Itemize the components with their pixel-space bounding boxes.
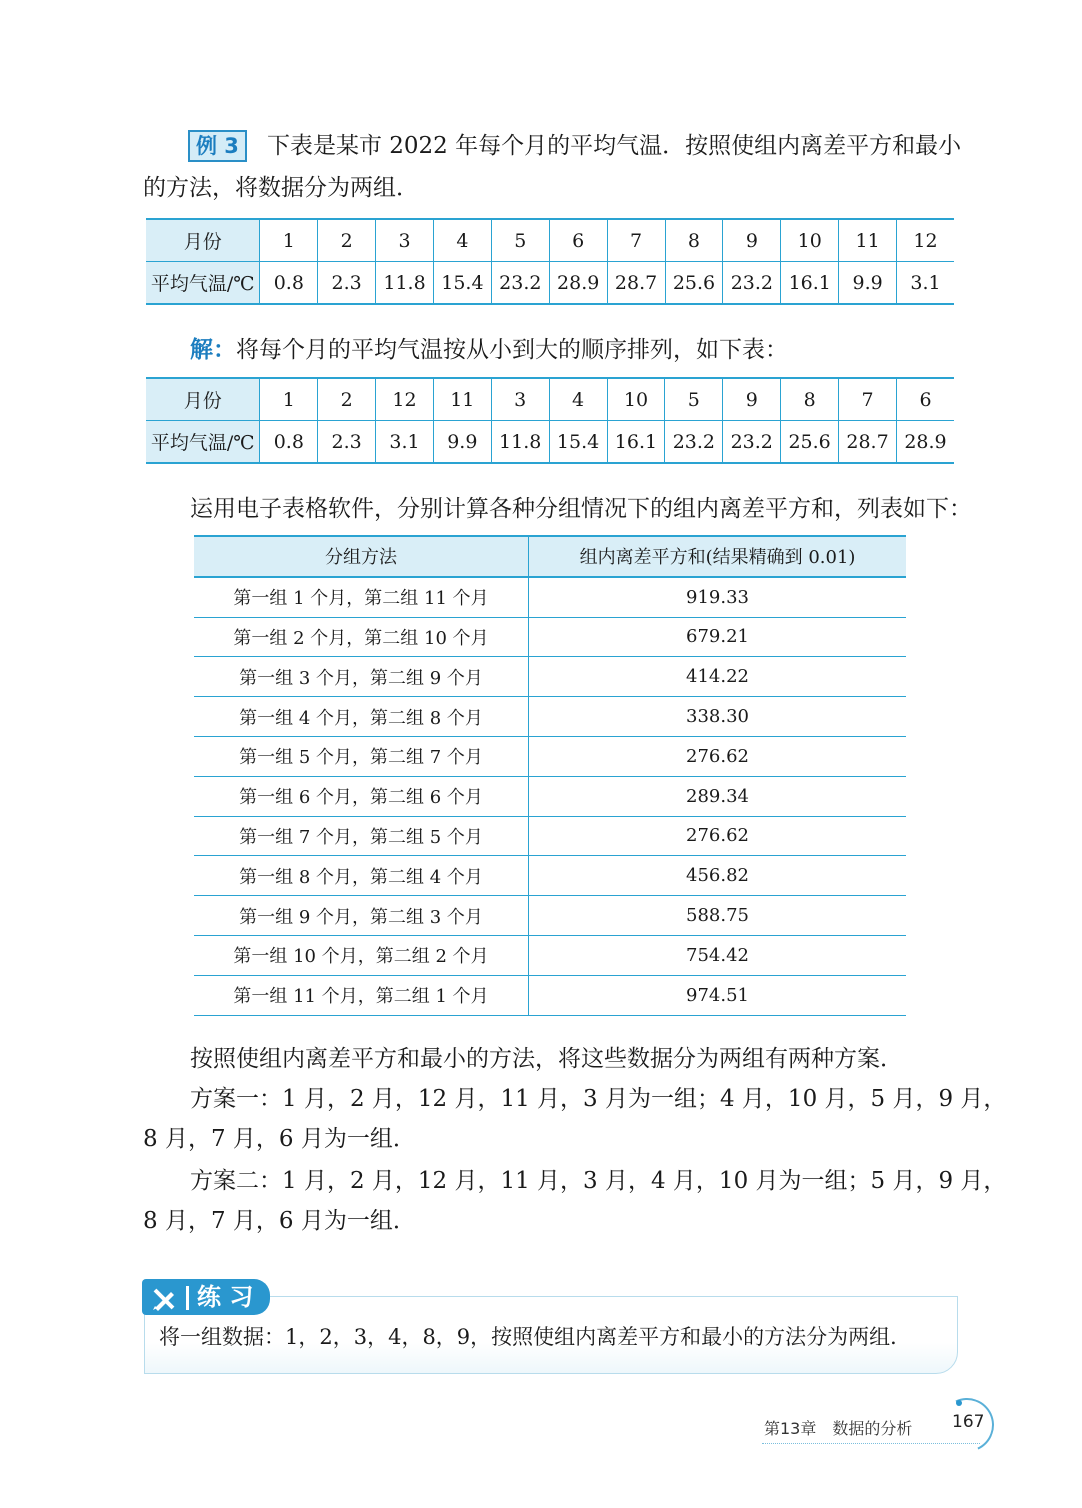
month-cell: 7 — [607, 219, 665, 262]
method-cell: 第一组 6 个月，第二组 6 个月 — [194, 776, 529, 816]
month-cell: 2 — [318, 378, 376, 421]
temp-cell: 9.9 — [839, 262, 897, 305]
month-cell: 1 — [260, 219, 318, 262]
sum-cell: 456.82 — [529, 856, 907, 896]
month-cell: 8 — [781, 378, 839, 421]
practice-tab — [142, 1279, 270, 1315]
temp-cell: 15.4 — [433, 262, 491, 305]
row-label-temp: 平均气温/℃ — [146, 421, 260, 464]
sum-cell: 276.62 — [529, 736, 907, 776]
sum-cell: 289.34 — [529, 776, 907, 816]
month-cell: 2 — [318, 219, 376, 262]
sum-cell: 974.51 — [529, 975, 907, 1015]
sum-cell: 338.30 — [529, 697, 907, 737]
temp-cell: 25.6 — [781, 421, 839, 464]
temp-cell: 2.3 — [318, 421, 376, 464]
conclusion-line: 按照使组内离差平方和最小的方法，将这些数据分为两组有两种方案． — [190, 1046, 903, 1072]
temp-cell: 28.9 — [896, 421, 954, 464]
temp-row — [146, 262, 954, 305]
temp-cell: 25.6 — [665, 262, 723, 305]
grouping-table-header — [194, 536, 906, 577]
table-row — [194, 577, 906, 617]
temp-cell: 23.2 — [491, 262, 549, 305]
temp-cell: 9.9 — [433, 421, 491, 464]
temp-cell: 3.1 — [376, 421, 434, 464]
month-cell: 10 — [607, 378, 665, 421]
plan1-line-1: 方案一：1 月，2 月，12 月，11 月，3 月为一组；4 月，10 月，5 月，9 月， — [190, 1086, 1007, 1112]
method-cell: 第一组 2 个月，第二组 10 个月 — [194, 617, 529, 657]
grouping-table — [194, 535, 906, 1016]
solution-line — [190, 330, 788, 370]
month-cell: 11 — [839, 219, 897, 262]
table-row — [194, 697, 906, 737]
plan1-line-2: 8 月，7 月，6 月为一组． — [143, 1126, 416, 1152]
temp-cell: 16.1 — [607, 421, 665, 464]
practice-tab-divider — [186, 1286, 189, 1310]
method-cell: 第一组 3 个月，第二组 9 个月 — [194, 657, 529, 697]
temp-cell: 23.2 — [723, 262, 781, 305]
sum-cell: 919.33 — [529, 577, 907, 617]
table-row — [194, 935, 906, 975]
temp-cell: 0.8 — [260, 421, 318, 464]
method-cell: 第一组 7 个月，第二组 5 个月 — [194, 816, 529, 856]
example-line-1 — [188, 126, 961, 166]
sum-cell: 414.22 — [529, 657, 907, 697]
temp-cell: 28.7 — [839, 421, 897, 464]
header-method: 分组方法 — [194, 536, 529, 577]
method-cell: 第一组 11 个月，第二组 1 个月 — [194, 975, 529, 1015]
month-cell: 12 — [376, 378, 434, 421]
method-cell: 第一组 10 个月，第二组 2 个月 — [194, 935, 529, 975]
month-cell: 4 — [433, 219, 491, 262]
table-row — [194, 816, 906, 856]
plan2-line-2: 8 月，7 月，6 月为一组． — [143, 1208, 416, 1234]
solution-label: 解： — [190, 337, 236, 363]
table-row — [194, 896, 906, 936]
temp-cell: 23.2 — [665, 421, 723, 464]
page-dot-decoration — [956, 1400, 962, 1406]
month-cell: 5 — [665, 378, 723, 421]
month-cell: 1 — [260, 378, 318, 421]
table-row — [194, 975, 906, 1015]
month-row — [146, 219, 954, 262]
sum-cell: 679.21 — [529, 617, 907, 657]
method-cell: 第一组 4 个月，第二组 8 个月 — [194, 697, 529, 737]
month-row — [146, 378, 954, 421]
sum-cell: 754.42 — [529, 935, 907, 975]
monthly-temp-table — [146, 218, 954, 305]
temp-cell: 16.1 — [781, 262, 839, 305]
month-cell: 10 — [781, 219, 839, 262]
header-sum: 组内离差平方和(结果精确到 0.01) — [529, 536, 907, 577]
temp-cell: 28.7 — [607, 262, 665, 305]
table-row — [194, 776, 906, 816]
pencil-ruler-icon — [142, 1281, 186, 1317]
example-tag: 例 3 — [188, 130, 247, 162]
temp-cell: 11.8 — [491, 421, 549, 464]
row-label-month: 月份 — [146, 219, 260, 262]
chapter-label: 第13章 数据的分析 — [764, 1419, 913, 1438]
example-line-2: 的方法，将数据分为两组． — [143, 175, 419, 201]
temp-cell: 0.8 — [260, 262, 318, 305]
sum-cell: 276.62 — [529, 816, 907, 856]
temp-cell: 3.1 — [897, 262, 954, 305]
practice-text: 将一组数据：1，2，3，4，8，9，按照使组内离差平方和最小的方法分为两组． — [159, 1325, 912, 1349]
table-row — [194, 657, 906, 697]
page-number: 167 — [952, 1412, 985, 1432]
temp-cell: 15.4 — [549, 421, 607, 464]
month-cell: 5 — [491, 219, 549, 262]
row-label-month: 月份 — [146, 378, 260, 421]
temp-cell: 11.8 — [376, 262, 434, 305]
solution-text: 将每个月的平均气温按从小到大的顺序排列，如下表： — [236, 337, 788, 363]
software-line: 运用电子表格软件，分别计算各种分组情况下的组内离差平方和，列表如下： — [190, 496, 972, 522]
method-cell: 第一组 9 个月，第二组 3 个月 — [194, 896, 529, 936]
month-cell: 3 — [376, 219, 434, 262]
month-cell: 12 — [897, 219, 954, 262]
sorted-temp-table — [146, 377, 954, 464]
temp-cell: 23.2 — [723, 421, 781, 464]
row-label-temp: 平均气温/℃ — [146, 262, 260, 305]
footer-divider — [762, 1443, 980, 1444]
month-cell: 6 — [549, 219, 607, 262]
temp-row — [146, 421, 954, 464]
temp-cell: 28.9 — [549, 262, 607, 305]
plan2-line-1: 方案二：1 月，2 月，12 月，11 月，3 月，4 月，10 月为一组；5 月，9 月， — [190, 1168, 1007, 1194]
method-cell: 第一组 8 个月，第二组 4 个月 — [194, 856, 529, 896]
practice-title: 练 习 — [197, 1283, 254, 1311]
month-cell: 9 — [723, 219, 781, 262]
sum-cell: 588.75 — [529, 896, 907, 936]
month-cell: 11 — [433, 378, 491, 421]
table-row — [194, 736, 906, 776]
table-row — [194, 617, 906, 657]
temp-cell: 2.3 — [318, 262, 376, 305]
method-cell: 第一组 1 个月，第二组 11 个月 — [194, 577, 529, 617]
table-row — [194, 856, 906, 896]
example-text-1: 下表是某市 2022 年每个月的平均气温．按照使组内离差平方和最小 — [266, 133, 962, 159]
month-cell: 3 — [491, 378, 549, 421]
month-cell: 8 — [665, 219, 723, 262]
month-cell: 6 — [896, 378, 954, 421]
method-cell: 第一组 5 个月，第二组 7 个月 — [194, 736, 529, 776]
month-cell: 4 — [549, 378, 607, 421]
month-cell: 9 — [723, 378, 781, 421]
month-cell: 7 — [839, 378, 897, 421]
